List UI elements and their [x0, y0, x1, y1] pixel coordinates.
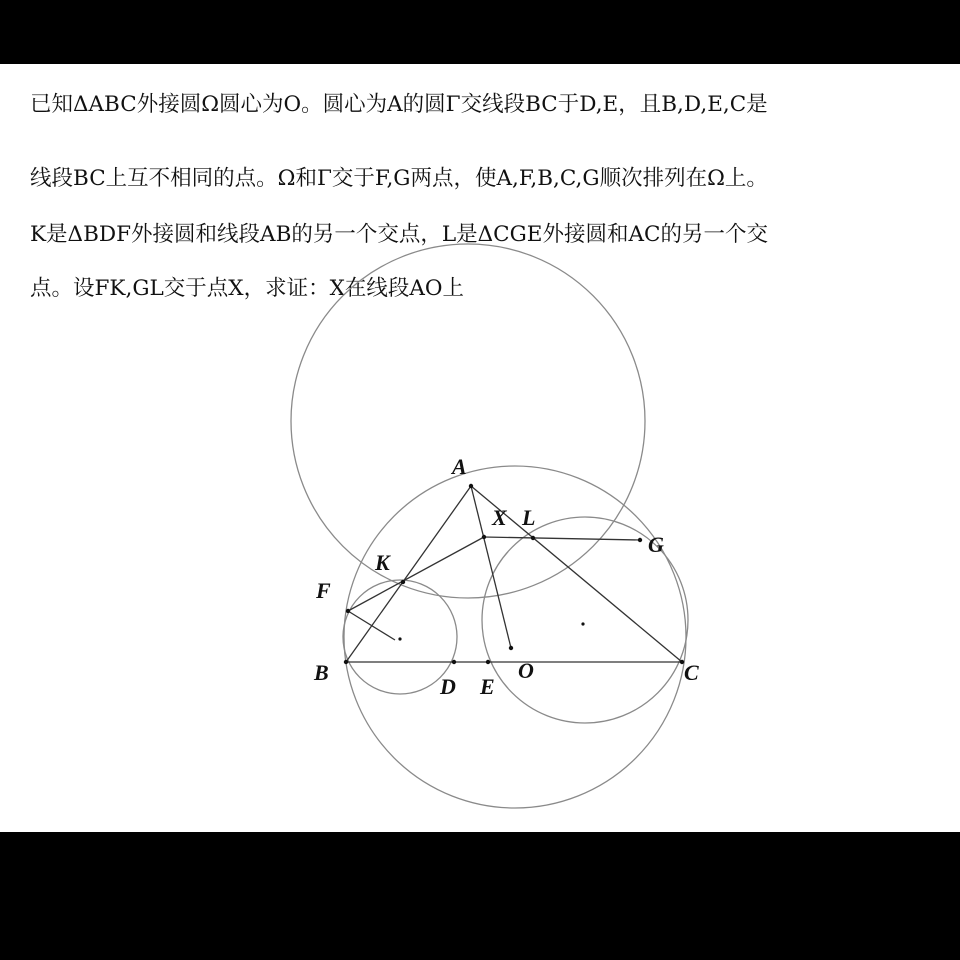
problem-line-3: K是ΔBDF外接圆和线段AB的另一个交点，L是ΔCGE外接圆和AC的另一个交: [30, 222, 768, 247]
point-f: [346, 609, 350, 613]
label-c: C: [684, 660, 699, 685]
circle-omega: [344, 466, 686, 808]
point-o: [509, 646, 513, 650]
point-a: [469, 484, 473, 488]
point-b: [344, 660, 348, 664]
problem-line-1: 已知ΔABC外接圆Ω圆心为O。圆心为A的圆Γ交线段BC于D,E，且B,D,E,C是: [30, 92, 768, 117]
point-x: [482, 535, 486, 539]
problem-sheet: [0, 64, 960, 832]
label-f: F: [316, 578, 331, 603]
circle-gamma: [291, 244, 645, 598]
point-l: [531, 536, 535, 540]
point-k: [401, 580, 405, 584]
label-a: A: [452, 454, 467, 479]
problem-line-2: 线段BC上互不相同的点。Ω和Γ交于F,G两点，使A,F,B,C,G顺次排列在Ω上。: [30, 166, 768, 191]
geometry-figure: [0, 64, 960, 832]
label-k: K: [375, 550, 390, 575]
label-g: G: [648, 532, 664, 557]
segment-ab: [346, 486, 471, 662]
label-d: D: [440, 674, 456, 699]
point-e: [486, 660, 490, 664]
problem-line-4: 点。设FK,GL交于点X，求证：X在线段AO上: [30, 276, 465, 301]
label-x: X: [492, 505, 507, 530]
center-bdf: [398, 637, 401, 640]
label-l: L: [522, 505, 536, 530]
label-e: E: [480, 674, 495, 699]
segment-gl: [484, 537, 640, 540]
center-cge: [581, 622, 584, 625]
label-b: B: [314, 660, 329, 685]
point-d: [452, 660, 456, 664]
label-o: O: [518, 658, 534, 683]
segment-f-line: [348, 611, 395, 640]
point-g: [638, 538, 642, 542]
